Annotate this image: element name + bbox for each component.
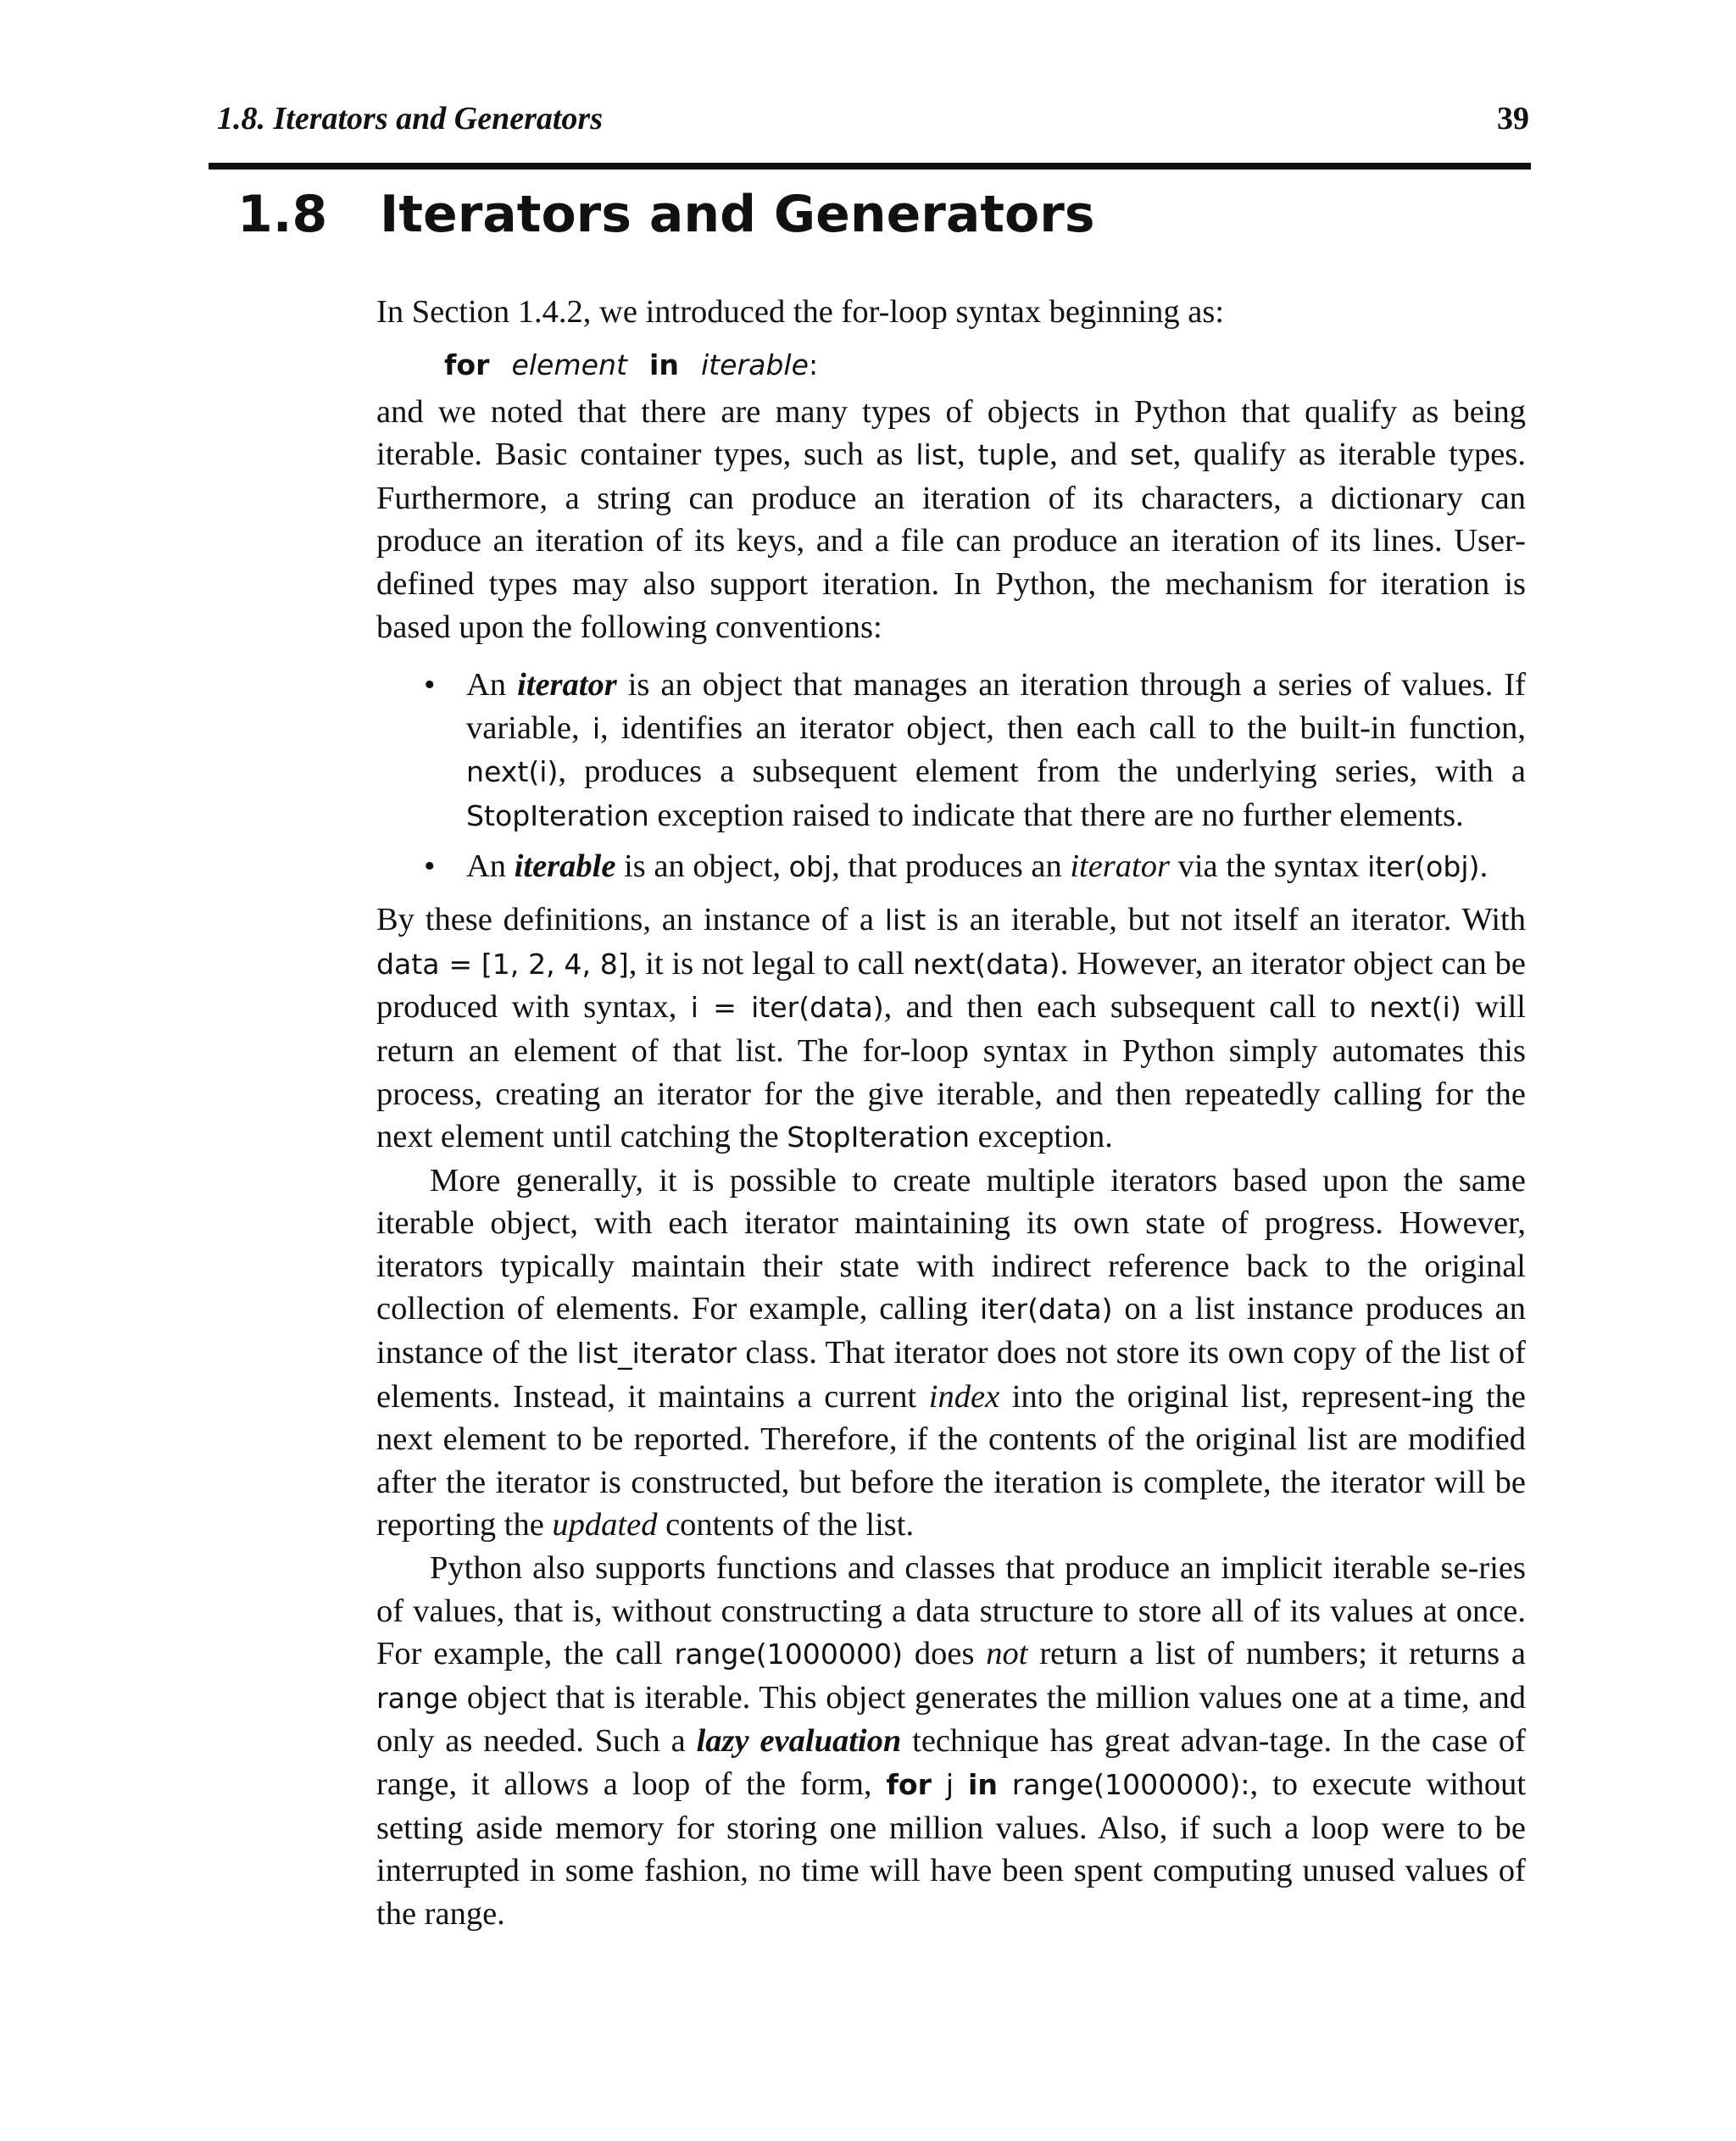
paragraph-1: and we noted that there are many types of objects in Python that qualify as being iterable. Basic container types, such as list, tuple, and set, qualify as iterable types. Furthermore, a string can produce an iteration of its characters, a dictionary can produce an iteration of its keys, and a file can produce an iteration of its lines. User-defined types may also support iteration. In Python, the mechanism for iteration is based upon the following conventions: bbox=[376, 393, 1526, 645]
running-head bbox=[217, 100, 1529, 142]
page-number: 39 bbox=[1497, 101, 1529, 136]
body-text bbox=[376, 291, 1526, 1935]
list-item: • An iterator is an object that manages an iteration through a series of values. If variable, i, identifies an iterator object, then each call to the built-in function, next(i), produces a subsequent element from the underlying series, with a StopIteration exception raised to indicate that there are no further elements. bbox=[466, 664, 1526, 837]
code-element: element bbox=[511, 348, 628, 381]
code-colon: : bbox=[808, 348, 819, 381]
term-iterator: iterator bbox=[517, 667, 617, 703]
section-heading bbox=[237, 185, 1095, 244]
bullet-icon: • bbox=[424, 667, 436, 703]
section-title: Iterators and Generators bbox=[380, 185, 1095, 244]
running-head-title: 1.8. Iterators and Generators bbox=[217, 101, 603, 136]
paragraph-2: By these definitions, an instance of a list is an iterable, but not itself an iterator. With data = [1, 2, 4, 8], it is not legal to call next(data). However, an iterator object can be produced with syntax, i = iter(data), and then each subsequent call to next(i) will return an element of that list. The for-loop syntax in Python simply automates this process, creating an iterator for the give iterable, and then repeatedly calling for the next element until catching the StopIteration exception. bbox=[376, 902, 1526, 1155]
term-iterable: iterable bbox=[514, 848, 616, 884]
paragraph-3: More generally, it is possible to create multiple iterators based upon the same iterable object, with each iterator maintaining its own state of progress. However, iterators typically maintain their state with indirect reference back to the original collection of elements. For example, calling iter(data) on a list instance produces an instance of the list_iterator class. That iterator does not store its own copy of the list of elements. Instead, it maintains a current index into the original list, represent-ing the next element to be reported. Therefore, if the contents of the original list are modified after the iterator is constructed, but before the iteration is complete, the iterator will be reporting the updated contents of the list. bbox=[376, 1162, 1526, 1543]
code-iterable: iterable bbox=[700, 348, 809, 381]
list-item: • An iterable is an object, obj, that produces an iterator via the syntax iter(obj). bbox=[466, 845, 1526, 889]
code-example bbox=[444, 342, 1526, 387]
intro-paragraph: In Section 1.4.2, we introduced the for-loop syntax beginning as: bbox=[376, 294, 1225, 330]
code-tuple: tuple bbox=[977, 438, 1050, 472]
code-keyword-for: for bbox=[444, 348, 490, 381]
code-list: list bbox=[915, 438, 958, 472]
section-number: 1.8 bbox=[237, 185, 328, 244]
code-keyword-in: in bbox=[649, 348, 679, 381]
paragraph-4: Python also supports functions and classes that produce an implicit iterable se-ries of values, that is, without constructing a data structure to store all of its values at once. For example, the call range(1000000) does not return a list of numbers; it returns a range object that is iterable. This object generates the million values one at a time, and only as needed. Such a lazy evaluation technique has great advan-tage. In the case of range, it allows a loop of the form, for j in range(1000000):, to execute without setting aside memory for storing one million values. Also, if such a loop were to be interrupted in some fashion, no time will have been spent computing unused values of the range. bbox=[376, 1550, 1527, 1932]
term-lazy-evaluation: lazy evaluation bbox=[696, 1723, 902, 1760]
code-set: set bbox=[1129, 438, 1173, 472]
definition-list bbox=[376, 664, 1526, 888]
bullet-icon: • bbox=[424, 848, 436, 884]
header-rule bbox=[209, 163, 1531, 170]
